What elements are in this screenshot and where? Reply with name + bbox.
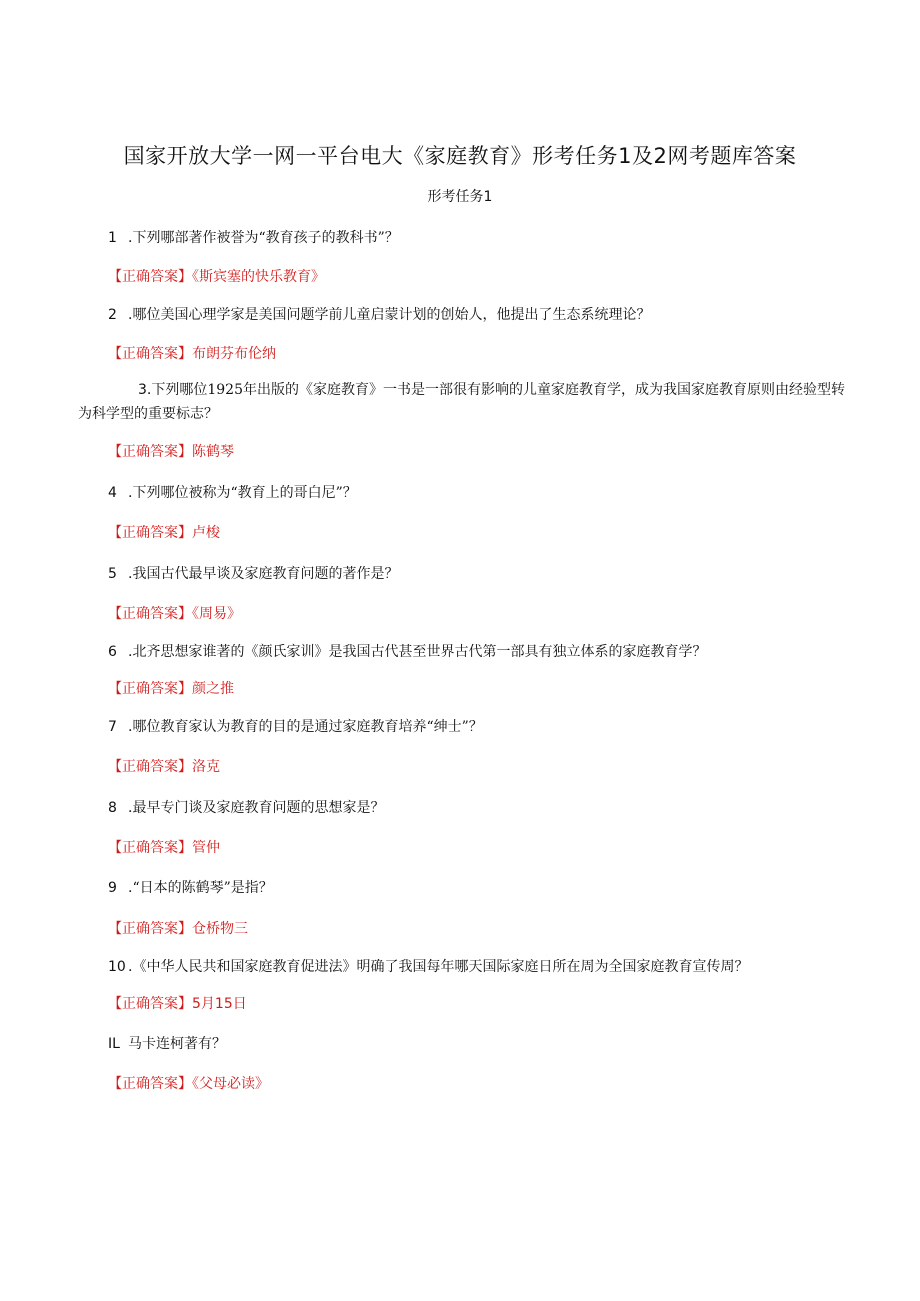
answer-text: 《斯宾塞的快乐教育》: [192, 269, 325, 285]
question-11: [108, 1032, 848, 1056]
question-text: .哪位美国心理学家是美国问题学前儿童启蒙计划的创始人，他提出了生态系统理论？: [128, 307, 651, 323]
answer-1: [108, 265, 848, 289]
answer-prefix: 【正确答案】: [108, 1076, 192, 1092]
question-number: 1: [108, 230, 117, 246]
answer-text: 《周易》: [192, 606, 241, 622]
answer-7: [108, 755, 848, 779]
question-10: [108, 955, 848, 979]
question-5: [108, 562, 848, 586]
answer-prefix: 【正确答案】: [108, 759, 192, 775]
answer-10: [108, 992, 848, 1016]
question-text: .《中华人民共和国家庭教育促进法》明确了我国每年哪天国际家庭日所在周为全国家庭教育宣传周？: [128, 959, 749, 975]
question-text: .最早专门谈及家庭教育问题的思想家是？: [128, 800, 385, 816]
answer-text: 仓桥物三: [192, 921, 248, 937]
question-text: .“日本的陈鹤琴”是指？: [128, 880, 273, 896]
answer-prefix: 【正确答案】: [108, 525, 192, 541]
question-number: 8: [108, 800, 117, 816]
answer-text: 《父母必读》: [192, 1076, 269, 1092]
question-2: [108, 303, 848, 327]
answer-11: [108, 1072, 848, 1096]
question-9: [108, 876, 848, 900]
question-1: [108, 226, 848, 250]
answer-8: [108, 836, 848, 860]
question-number: 9: [108, 880, 117, 896]
question-text: .我国古代最早谈及家庭教育问题的著作是？: [128, 566, 399, 582]
question-number: 7: [108, 719, 117, 735]
question-number: 3: [138, 382, 147, 398]
question-7: [108, 715, 848, 739]
question-text: .下列哪部著作被誉为“教育孩子的教科书”？: [128, 230, 399, 246]
question-number: 5: [108, 566, 117, 582]
document-title: 国家开放大学一网一平台电大《家庭教育》形考任务1及2网考题库答案: [123, 144, 797, 168]
question-8: [108, 796, 848, 820]
question-number: 10: [108, 959, 126, 975]
answer-text: 5月15日: [192, 996, 247, 1012]
answer-text: 颜之推: [192, 681, 234, 697]
answer-prefix: 【正确答案】: [108, 996, 192, 1012]
question-number: 2: [108, 307, 117, 323]
question-3: [78, 378, 848, 426]
answer-prefix: 【正确答案】: [108, 606, 192, 622]
answer-text: 布朗芬布伦纳: [192, 346, 276, 362]
answer-prefix: 【正确答案】: [108, 840, 192, 856]
answer-text: 洛克: [192, 759, 220, 775]
question-4: [108, 481, 848, 505]
question-text: .北齐思想家谁著的《颜氏家训》是我国古代甚至世界古代第一部具有独立体系的家庭教育学？: [128, 644, 707, 660]
question-text: .下列哪位被称为“教育上的哥白尼”？: [128, 485, 357, 501]
answer-text: 陈鹤琴: [192, 444, 234, 460]
question-text: .下列哪位1925年出版的《家庭教育》一书是一部很有影响的儿童家庭教育学，成为我国家庭教育原则由经验型转为科学型的重要标志？: [78, 382, 845, 422]
question-text: 马卡连柯著有？: [128, 1036, 226, 1052]
answer-prefix: 【正确答案】: [108, 269, 192, 285]
answer-9: [108, 917, 848, 941]
answer-4: [108, 521, 848, 545]
section-title: 形考任务1: [427, 189, 493, 205]
question-number: 4: [108, 485, 117, 501]
question-number: 6: [108, 644, 117, 660]
question-6: [108, 640, 848, 664]
question-number: IL: [108, 1036, 120, 1052]
answer-prefix: 【正确答案】: [108, 444, 192, 460]
answer-prefix: 【正确答案】: [108, 921, 192, 937]
question-text: .哪位教育家认为教育的目的是通过家庭教育培养“绅士”？: [128, 719, 483, 735]
answer-2: [108, 342, 848, 366]
answer-prefix: 【正确答案】: [108, 681, 192, 697]
answer-prefix: 【正确答案】: [108, 346, 192, 362]
answer-5: [108, 602, 848, 626]
answer-3: [108, 440, 848, 464]
answer-6: [108, 677, 848, 701]
answer-text: 管仲: [192, 840, 220, 856]
answer-text: 卢梭: [192, 525, 220, 541]
